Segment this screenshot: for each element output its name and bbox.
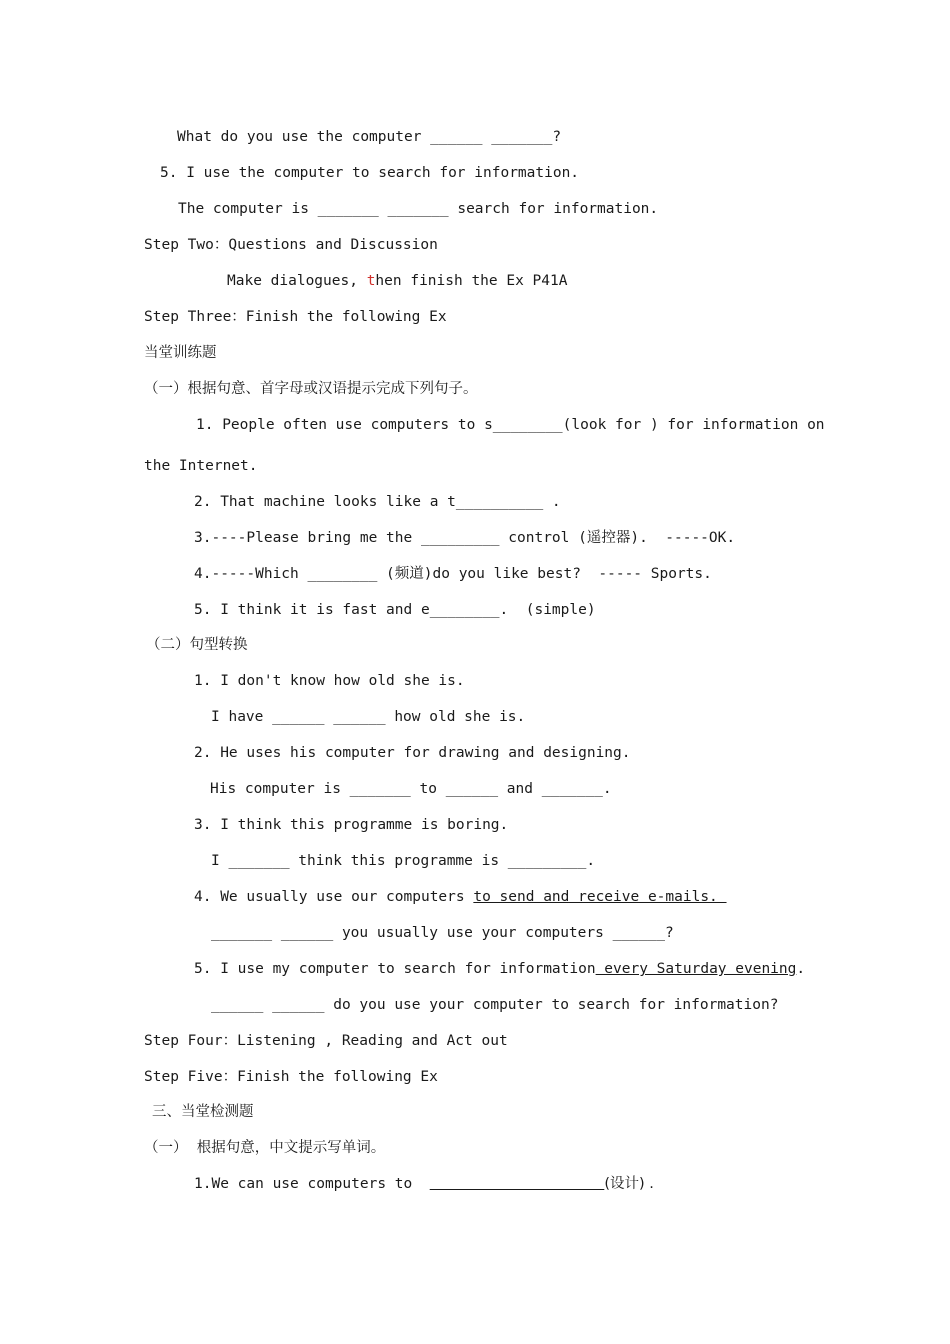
exercise-2-4-answer: _______ ______ you usually use your computers ______?	[211, 925, 674, 941]
exercise-1-2: 2. That machine looks like a t__________ .	[194, 494, 561, 510]
exercise-2-5-answer: ______ ______ do you use your computer to search for information?	[211, 997, 779, 1013]
exercise-2-2: 2. He uses his computer for drawing and designing.	[194, 745, 631, 761]
heading-practice: 当堂训练题	[144, 345, 217, 361]
exercise-1-1: 1. People often use computers to s________(look for ) for information on	[196, 417, 825, 433]
answer-blank	[430, 1176, 605, 1192]
underlined-text: every Saturday evening	[595, 961, 797, 977]
heading-step-five: Step Five：Finish the following Ex	[144, 1069, 438, 1085]
heading-test: 三、当堂检测题	[152, 1104, 254, 1120]
heading-step-three: Step Three：Finish the following Ex	[144, 309, 447, 325]
line-item-5: 5. I use the computer to search for information.	[160, 165, 580, 181]
heading-step-two: Step Two：Questions and Discussion	[144, 237, 438, 253]
exercise-1-5: 5. I think it is fast and e________. (simple)	[194, 602, 596, 618]
section-2-heading: （二）句型转换	[146, 637, 248, 653]
text-part: hen finish the Ex P41A	[375, 273, 568, 289]
test-section-1-instructions: （一） 根据句意，中文提示写单词。	[144, 1140, 386, 1156]
exercise-2-3: 3. I think this programme is boring.	[194, 817, 509, 833]
section-1-instructions: （一）根据句意、首字母或汉语提示完成下列句子。	[144, 381, 478, 397]
text-part-red: t	[366, 273, 376, 289]
exercise-1-1-cont: the Internet.	[144, 458, 258, 474]
heading-step-four: Step Four：Listening , Reading and Act out	[144, 1033, 508, 1049]
exercise-2-1: 1. I don't know how old she is.	[194, 673, 465, 689]
text-part: 1.We can use computers to	[194, 1176, 430, 1192]
exercise-2-5	[194, 959, 805, 979]
exercise-1-3: 3.----Please bring me the _________ control (遥控器). -----OK.	[194, 530, 736, 546]
test-exercise-1	[194, 1174, 654, 1194]
text-part: 5. I use my computer to search for information	[194, 961, 596, 977]
exercise-2-4	[194, 887, 727, 907]
text-part: 4. We usually use our computers	[194, 889, 474, 905]
exercise-1-4: 4.-----Which ________ (频道)do you like best? ----- Sports.	[194, 566, 712, 582]
text-part: (设计) .	[604, 1176, 654, 1192]
underlined-text: to send and receive e-mails.	[473, 889, 727, 905]
line-what-do-you-use: What do you use the computer ______ _______?	[177, 129, 562, 145]
exercise-2-2-answer: His computer is _______ to ______ and _______.	[210, 781, 612, 797]
line-make-dialogues	[227, 271, 567, 291]
exercise-2-1-answer: I have ______ ______ how old she is.	[211, 709, 526, 725]
exercise-2-3-answer: I _______ think this programme is _________.	[211, 853, 596, 869]
text-part: Make dialogues,	[227, 273, 367, 289]
text-part: .	[796, 961, 806, 977]
line-the-computer-is: The computer is _______ _______ search for information.	[178, 201, 659, 217]
